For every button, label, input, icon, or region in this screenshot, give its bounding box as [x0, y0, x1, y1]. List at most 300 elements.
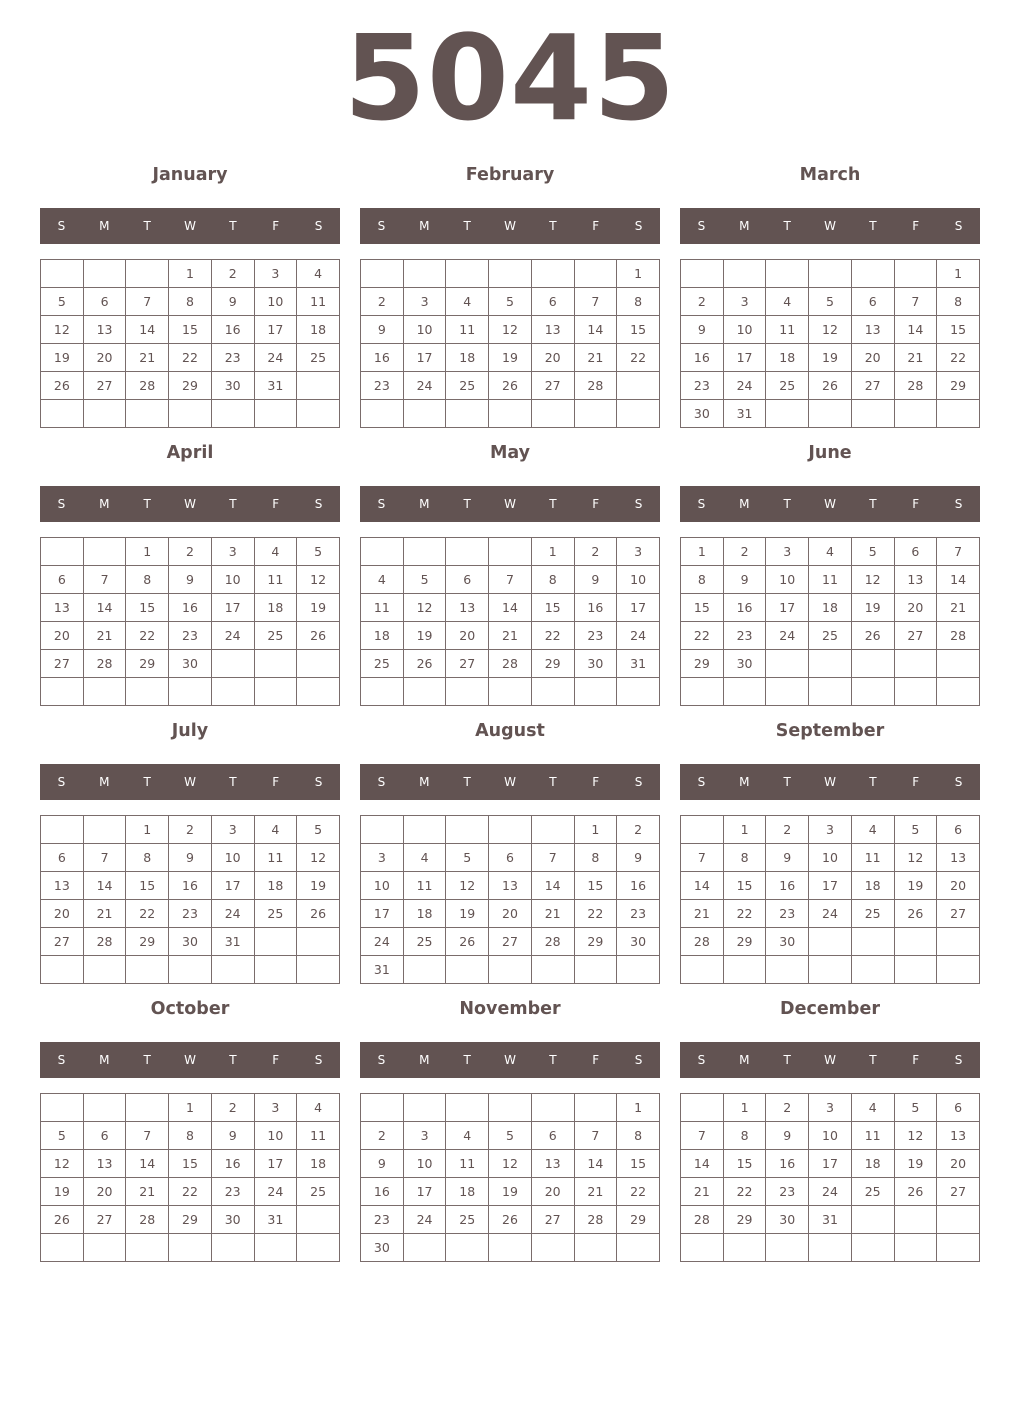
- week-row: [41, 1234, 340, 1262]
- weekday-label: T: [229, 219, 237, 233]
- weekday-header: [360, 1042, 660, 1078]
- day-cell: [531, 1094, 574, 1122]
- weekday-label: W: [184, 497, 196, 511]
- day-cell: 12: [41, 1150, 84, 1178]
- day-cell: 1: [937, 260, 980, 288]
- day-cell: 18: [254, 872, 297, 900]
- day-cell: 28: [681, 1206, 724, 1234]
- day-cell: 22: [681, 622, 724, 650]
- day-cell: 9: [766, 844, 809, 872]
- day-cell: 17: [211, 594, 254, 622]
- day-cell: 16: [361, 344, 404, 372]
- week-row: [681, 316, 980, 344]
- day-cell: 23: [211, 344, 254, 372]
- day-cell: 4: [297, 260, 340, 288]
- day-cell: [937, 650, 980, 678]
- day-cell: [41, 1094, 84, 1122]
- day-cell: [851, 1206, 894, 1234]
- day-cell: 21: [126, 344, 169, 372]
- day-cell: [403, 956, 446, 984]
- weekday-header: [40, 1042, 340, 1078]
- day-cell: [574, 956, 617, 984]
- day-cell: 27: [531, 372, 574, 400]
- day-cell: 11: [851, 844, 894, 872]
- day-cell: 18: [851, 1150, 894, 1178]
- day-cell: 13: [531, 1150, 574, 1178]
- day-cell: 29: [169, 1206, 212, 1234]
- day-cell: [41, 1234, 84, 1262]
- day-cell: 28: [574, 1206, 617, 1234]
- day-cell: 8: [723, 1122, 766, 1150]
- weekday-label: F: [272, 219, 280, 233]
- weekday-label: S: [697, 219, 706, 233]
- weekday-label: T: [229, 497, 237, 511]
- day-cell: 1: [723, 1094, 766, 1122]
- day-cell: 11: [254, 844, 297, 872]
- day-cell: 18: [361, 622, 404, 650]
- day-cell: 18: [809, 594, 852, 622]
- weekday-label: M: [99, 497, 110, 511]
- weekday-label: T: [869, 219, 877, 233]
- day-cell: 2: [169, 538, 212, 566]
- weekday-header: [40, 208, 340, 244]
- day-cell: 18: [766, 344, 809, 372]
- day-cell: 26: [446, 928, 489, 956]
- day-cell: 3: [809, 1094, 852, 1122]
- day-cell: [574, 1234, 617, 1262]
- day-cell: 5: [446, 844, 489, 872]
- day-cell: 15: [169, 316, 212, 344]
- weekday-label: M: [739, 1053, 750, 1067]
- day-cell: 20: [851, 344, 894, 372]
- day-cell: 14: [574, 1150, 617, 1178]
- day-cell: 22: [126, 622, 169, 650]
- weekday-label: S: [314, 497, 323, 511]
- day-cell: 4: [403, 844, 446, 872]
- day-cell: 11: [361, 594, 404, 622]
- weekday-label: T: [143, 1053, 151, 1067]
- day-cell: [489, 538, 532, 566]
- day-cell: 14: [531, 872, 574, 900]
- day-cell: 16: [766, 872, 809, 900]
- day-cell: 5: [297, 538, 340, 566]
- weekday-label: S: [634, 219, 643, 233]
- day-cell: 17: [403, 1178, 446, 1206]
- day-cell: [403, 816, 446, 844]
- day-cell: 19: [809, 344, 852, 372]
- day-cell: 27: [83, 1206, 126, 1234]
- day-cell: [574, 400, 617, 428]
- day-cell: 10: [617, 566, 660, 594]
- day-cell: [766, 678, 809, 706]
- weekday-label: W: [184, 775, 196, 789]
- day-cell: 20: [83, 344, 126, 372]
- day-cell: 31: [361, 956, 404, 984]
- day-cell: 14: [574, 316, 617, 344]
- day-cell: 25: [446, 372, 489, 400]
- week-row: [681, 1122, 980, 1150]
- day-cell: [254, 928, 297, 956]
- weekday-label: T: [549, 775, 557, 789]
- week-row: [361, 1094, 660, 1122]
- weekday-label: S: [697, 775, 706, 789]
- day-cell: 12: [446, 872, 489, 900]
- day-cell: [169, 1234, 212, 1262]
- day-cell: 11: [403, 872, 446, 900]
- day-cell: 3: [766, 538, 809, 566]
- day-cell: 3: [723, 288, 766, 316]
- day-cell: [937, 928, 980, 956]
- day-cell: 30: [574, 650, 617, 678]
- day-cell: [681, 1094, 724, 1122]
- day-cell: [446, 678, 489, 706]
- day-cell: [211, 1234, 254, 1262]
- day-cell: [617, 400, 660, 428]
- day-cell: 11: [446, 316, 489, 344]
- day-cell: 11: [297, 288, 340, 316]
- day-cell: 3: [361, 844, 404, 872]
- weekday-label: T: [869, 1053, 877, 1067]
- day-cell: [489, 1094, 532, 1122]
- day-cell: 20: [446, 622, 489, 650]
- day-cell: 7: [681, 844, 724, 872]
- weekday-label: W: [184, 219, 196, 233]
- day-cell: 6: [894, 538, 937, 566]
- week-row: [41, 400, 340, 428]
- day-cell: 24: [211, 622, 254, 650]
- day-cell: 11: [766, 316, 809, 344]
- day-cell: 13: [851, 316, 894, 344]
- day-cell: 31: [211, 928, 254, 956]
- week-row: [681, 844, 980, 872]
- weekday-header: [680, 1042, 980, 1078]
- day-cell: 27: [937, 900, 980, 928]
- week-row: [41, 344, 340, 372]
- day-cell: 30: [211, 1206, 254, 1234]
- day-cell: 16: [723, 594, 766, 622]
- day-cell: 14: [489, 594, 532, 622]
- day-grid: [40, 815, 340, 984]
- day-cell: 5: [894, 1094, 937, 1122]
- day-cell: 26: [489, 372, 532, 400]
- day-cell: 26: [403, 650, 446, 678]
- week-row: [681, 1234, 980, 1262]
- weekday-label: F: [912, 775, 920, 789]
- day-cell: 31: [809, 1206, 852, 1234]
- day-cell: 9: [361, 316, 404, 344]
- day-cell: 16: [617, 872, 660, 900]
- weekday-label: T: [869, 497, 877, 511]
- day-cell: 10: [403, 316, 446, 344]
- day-cell: 21: [531, 900, 574, 928]
- week-row: [681, 928, 980, 956]
- day-cell: 25: [361, 650, 404, 678]
- day-cell: 7: [531, 844, 574, 872]
- weekday-label: W: [504, 775, 516, 789]
- week-row: [681, 594, 980, 622]
- day-cell: 25: [403, 928, 446, 956]
- weekday-label: M: [739, 219, 750, 233]
- day-cell: [83, 1094, 126, 1122]
- day-cell: 8: [617, 288, 660, 316]
- day-cell: [809, 650, 852, 678]
- weekday-label: S: [377, 775, 386, 789]
- day-cell: 7: [894, 288, 937, 316]
- day-cell: 1: [126, 538, 169, 566]
- weekday-label: S: [377, 497, 386, 511]
- day-cell: 20: [41, 622, 84, 650]
- day-cell: 9: [723, 566, 766, 594]
- weekday-label: S: [954, 1053, 963, 1067]
- day-cell: 27: [531, 1206, 574, 1234]
- day-cell: 2: [211, 1094, 254, 1122]
- day-cell: [41, 678, 84, 706]
- day-cell: 23: [681, 372, 724, 400]
- day-cell: 11: [297, 1122, 340, 1150]
- day-cell: [489, 678, 532, 706]
- day-cell: 17: [723, 344, 766, 372]
- day-cell: [489, 816, 532, 844]
- day-cell: 1: [169, 1094, 212, 1122]
- week-row: [361, 1122, 660, 1150]
- day-cell: 9: [574, 566, 617, 594]
- day-cell: 27: [851, 372, 894, 400]
- day-cell: 20: [83, 1178, 126, 1206]
- week-row: [361, 900, 660, 928]
- month-title: January: [152, 165, 228, 185]
- day-cell: [211, 956, 254, 984]
- week-row: [41, 844, 340, 872]
- day-cell: 21: [894, 344, 937, 372]
- day-cell: [169, 956, 212, 984]
- day-cell: [446, 260, 489, 288]
- day-cell: [126, 260, 169, 288]
- day-cell: 25: [766, 372, 809, 400]
- day-cell: 3: [403, 288, 446, 316]
- week-row: [681, 1094, 980, 1122]
- week-row: [361, 956, 660, 984]
- day-cell: [851, 928, 894, 956]
- day-cell: 21: [83, 622, 126, 650]
- weekday-header: [680, 486, 980, 522]
- day-grid: [360, 537, 660, 706]
- day-cell: 22: [937, 344, 980, 372]
- weekday-label: T: [463, 219, 471, 233]
- day-cell: 9: [361, 1150, 404, 1178]
- day-cell: [446, 1094, 489, 1122]
- day-cell: 8: [617, 1122, 660, 1150]
- weekday-label: M: [739, 775, 750, 789]
- day-cell: 20: [937, 1150, 980, 1178]
- week-row: [361, 1234, 660, 1262]
- day-cell: 6: [937, 1094, 980, 1122]
- weekday-label: S: [57, 497, 66, 511]
- weekday-label: F: [272, 497, 280, 511]
- day-cell: [574, 678, 617, 706]
- day-cell: 20: [41, 900, 84, 928]
- day-cell: 28: [489, 650, 532, 678]
- day-cell: [126, 1234, 169, 1262]
- day-cell: 17: [766, 594, 809, 622]
- weekday-label: T: [143, 775, 151, 789]
- weekday-label: F: [912, 219, 920, 233]
- day-cell: [361, 816, 404, 844]
- day-cell: 21: [489, 622, 532, 650]
- day-cell: 9: [766, 1122, 809, 1150]
- weekday-label: S: [697, 1053, 706, 1067]
- day-cell: 22: [574, 900, 617, 928]
- day-cell: [361, 400, 404, 428]
- week-row: [361, 538, 660, 566]
- day-cell: 22: [169, 344, 212, 372]
- weekday-label: T: [549, 1053, 557, 1067]
- day-cell: [41, 956, 84, 984]
- weekday-label: M: [739, 497, 750, 511]
- day-cell: 7: [937, 538, 980, 566]
- day-cell: 23: [361, 372, 404, 400]
- day-cell: 22: [723, 1178, 766, 1206]
- month-title: September: [775, 721, 885, 741]
- day-cell: 24: [211, 900, 254, 928]
- day-cell: 21: [681, 1178, 724, 1206]
- month-title: March: [799, 165, 861, 185]
- day-cell: [851, 678, 894, 706]
- day-cell: [361, 260, 404, 288]
- day-cell: [766, 650, 809, 678]
- day-cell: 1: [574, 816, 617, 844]
- day-cell: 18: [254, 594, 297, 622]
- weekday-label: M: [419, 1053, 430, 1067]
- day-cell: 7: [681, 1122, 724, 1150]
- day-cell: 2: [681, 288, 724, 316]
- day-cell: [446, 956, 489, 984]
- day-cell: 8: [169, 288, 212, 316]
- weekday-label: F: [592, 1053, 600, 1067]
- day-cell: 23: [169, 900, 212, 928]
- weekday-label: W: [824, 775, 836, 789]
- weekday-label: F: [912, 1053, 920, 1067]
- day-cell: 12: [297, 844, 340, 872]
- day-cell: 18: [297, 1150, 340, 1178]
- day-cell: 20: [489, 900, 532, 928]
- day-cell: 15: [126, 872, 169, 900]
- weekday-label: T: [229, 1053, 237, 1067]
- month-title: February: [465, 165, 555, 185]
- day-cell: [681, 956, 724, 984]
- day-cell: 8: [723, 844, 766, 872]
- weekday-label: S: [57, 219, 66, 233]
- weekday-label: S: [314, 219, 323, 233]
- day-cell: [489, 400, 532, 428]
- day-cell: 19: [489, 344, 532, 372]
- day-cell: 14: [681, 872, 724, 900]
- day-cell: 13: [937, 1122, 980, 1150]
- day-cell: 14: [937, 566, 980, 594]
- day-cell: [126, 1094, 169, 1122]
- day-cell: 25: [254, 622, 297, 650]
- day-cell: [297, 1234, 340, 1262]
- weekday-label: M: [99, 775, 110, 789]
- week-row: [41, 1150, 340, 1178]
- day-cell: 30: [681, 400, 724, 428]
- day-cell: 26: [41, 1206, 84, 1234]
- day-cell: 10: [809, 1122, 852, 1150]
- day-cell: 7: [83, 566, 126, 594]
- day-cell: 22: [617, 1178, 660, 1206]
- week-row: [41, 816, 340, 844]
- day-cell: 3: [809, 816, 852, 844]
- day-cell: 15: [169, 1150, 212, 1178]
- month-title: November: [459, 999, 561, 1019]
- day-cell: 27: [937, 1178, 980, 1206]
- day-cell: 8: [681, 566, 724, 594]
- day-cell: 11: [851, 1122, 894, 1150]
- day-cell: [766, 1234, 809, 1262]
- day-cell: 26: [894, 1178, 937, 1206]
- weekday-label: W: [184, 1053, 196, 1067]
- week-row: [361, 260, 660, 288]
- day-cell: [574, 1094, 617, 1122]
- day-cell: [361, 538, 404, 566]
- day-cell: 5: [41, 1122, 84, 1150]
- day-cell: [681, 1234, 724, 1262]
- weekday-header: [680, 764, 980, 800]
- weekday-label: T: [869, 775, 877, 789]
- day-cell: 22: [617, 344, 660, 372]
- day-cell: [83, 956, 126, 984]
- day-cell: [937, 1234, 980, 1262]
- day-cell: 30: [766, 928, 809, 956]
- week-row: [361, 400, 660, 428]
- day-cell: 16: [574, 594, 617, 622]
- day-cell: 8: [126, 844, 169, 872]
- day-cell: 28: [126, 372, 169, 400]
- day-cell: [297, 650, 340, 678]
- day-cell: 16: [169, 872, 212, 900]
- day-cell: 15: [937, 316, 980, 344]
- day-cell: 4: [297, 1094, 340, 1122]
- day-cell: 4: [851, 816, 894, 844]
- day-cell: 30: [766, 1206, 809, 1234]
- day-cell: 30: [617, 928, 660, 956]
- day-cell: [851, 260, 894, 288]
- day-cell: [531, 260, 574, 288]
- day-cell: 16: [681, 344, 724, 372]
- day-cell: [851, 1234, 894, 1262]
- day-cell: [617, 372, 660, 400]
- month-title: July: [171, 721, 209, 741]
- day-cell: [809, 928, 852, 956]
- day-cell: 17: [403, 344, 446, 372]
- weekday-label: M: [419, 219, 430, 233]
- day-cell: 20: [531, 344, 574, 372]
- day-cell: 29: [531, 650, 574, 678]
- day-cell: 13: [531, 316, 574, 344]
- day-cell: 29: [169, 372, 212, 400]
- day-cell: [894, 1234, 937, 1262]
- day-cell: 12: [489, 1150, 532, 1178]
- day-cell: [126, 678, 169, 706]
- day-cell: [937, 400, 980, 428]
- month-title: October: [150, 999, 230, 1019]
- day-cell: 2: [723, 538, 766, 566]
- week-row: [361, 622, 660, 650]
- day-cell: 5: [403, 566, 446, 594]
- week-row: [361, 678, 660, 706]
- day-cell: 29: [617, 1206, 660, 1234]
- day-cell: 19: [851, 594, 894, 622]
- weekday-label: W: [824, 497, 836, 511]
